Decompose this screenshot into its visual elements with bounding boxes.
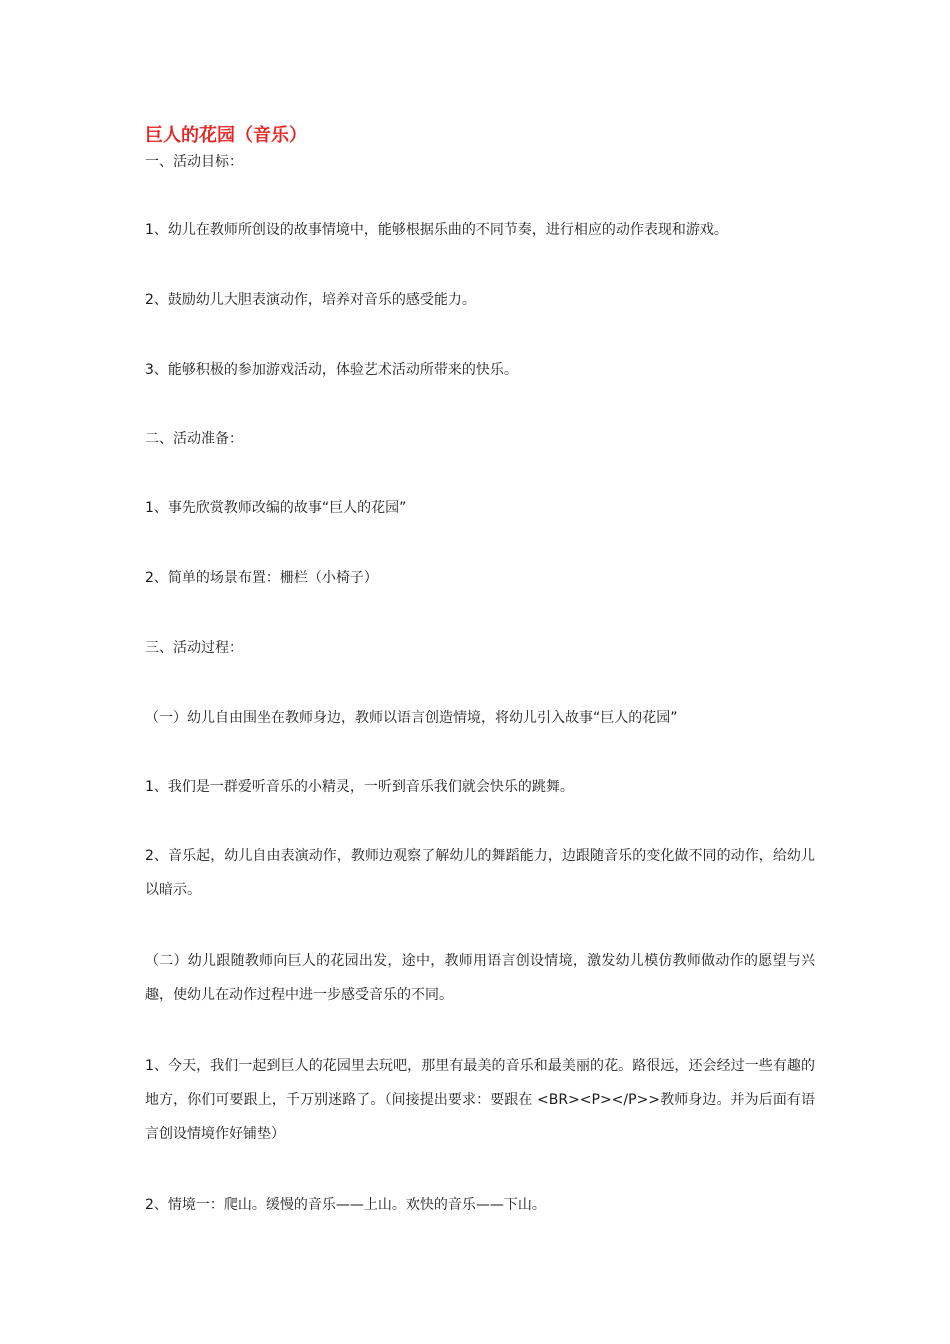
- section-heading-goals: 一、活动目标：: [145, 154, 243, 170]
- section-heading-preparation: 二、活动准备：: [145, 431, 243, 447]
- prep-item-1: 1、事先欣赏教师改编的故事“巨人的花园”: [145, 500, 407, 516]
- process-part2-item-2: 2、情境一：爬山。缓慢的音乐——上山。欢快的音乐——下山。: [145, 1197, 546, 1213]
- process-part1-item-1: 1、我们是一群爱听音乐的小精灵，一听到音乐我们就会快乐的跳舞。: [145, 779, 574, 795]
- prep-item-2: 2、简单的场景布置：栅栏（小椅子）: [145, 570, 378, 586]
- process-part1-item-2: 2、音乐起，幼儿自由表演动作，教师边观察了解幼儿的舞蹈能力，边跟随音乐的变化做不同的动作，给幼儿以暗示。: [145, 848, 815, 898]
- section-heading-process: 三、活动过程：: [145, 640, 243, 656]
- process-part2-heading: （二）幼儿跟随教师向巨人的花园出发，途中，教师用语言创设情境，激发幼儿模仿教师做动作的愿望与兴趣，使幼儿在动作过程中进一步感受音乐的不同。: [145, 953, 815, 1003]
- goal-item-1: 1、幼儿在教师所创设的故事情境中，能够根据乐曲的不同节奏，进行相应的动作表现和游戏。: [145, 222, 728, 238]
- process-part1-heading: （一）幼儿自由围坐在教师身边，教师以语言创造情境，将幼儿引入故事“巨人的花园”: [145, 710, 678, 726]
- document-title: 巨人的花园（音乐）: [145, 125, 307, 146]
- goal-item-2: 2、鼓励幼儿大胆表演动作，培养对音乐的感受能力。: [145, 292, 476, 308]
- process-part2-item-1: 1、今天，我们一起到巨人的花园里去玩吧，那里有最美的音乐和最美丽的花。路很远，还会经过一些有趣的地方，你们可要跟上，千万别迷路了。（间接提出要求：要跟在 <BR><P></P>>教师身边。并为后面有语言创设情境作好铺垫）: [145, 1058, 815, 1142]
- goal-item-3: 3、能够积极的参加游戏活动，体验艺术活动所带来的快乐。: [145, 362, 518, 378]
